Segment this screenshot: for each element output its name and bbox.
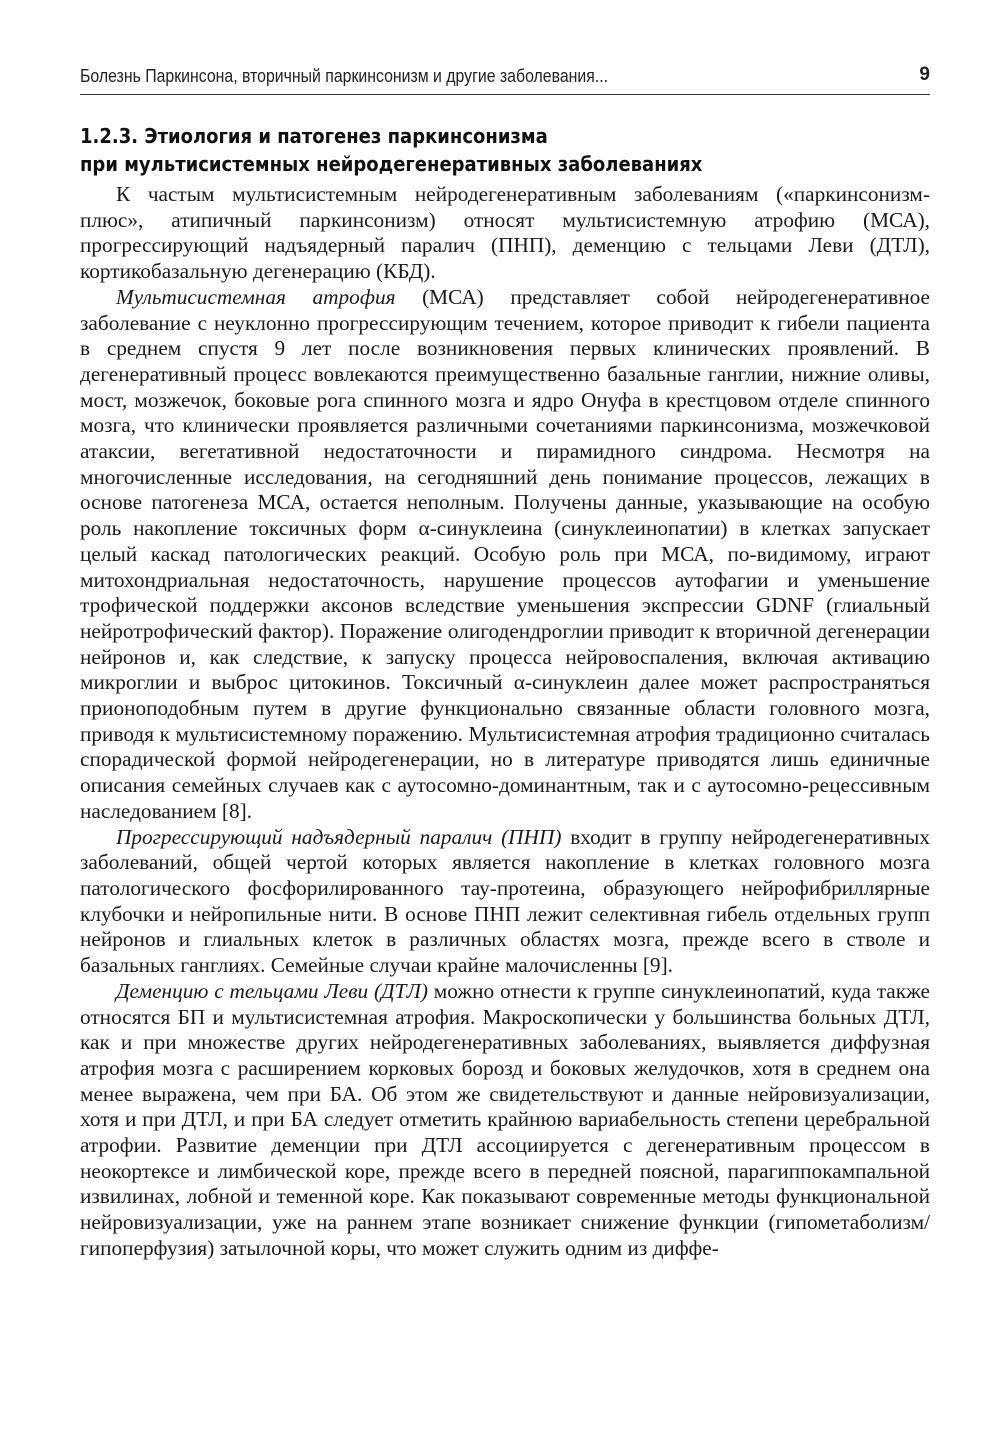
- paragraph-4: [80, 979, 930, 1262]
- paragraph-2-term: Мультисистемная атрофия: [116, 284, 396, 309]
- paragraph-1-text: К частым мультисистемным нейродегенеративным заболеваниям («паркинсонизм-плюс», атипичный паркинсонизм) относят мультисистемную атрофию (МСА), прогрессирующий надъядерный паралич (ПНП), деменцию с тельцами Леви (ДТЛ), кортикобазальную дегенерацию (КБД).: [80, 182, 930, 284]
- paragraph-3-text: входит в группу нейродегенеративных заболеваний, общей чертой которых является накопление в клетках головного мозга патологического фосфорилированного тау-протеина, образующего нейрофибриллярные клубочки и нейропильные нити. В основе ПНП лежит селективная гибель отдельных групп нейронов и глиальных клеток в различных областях мозга, прежде всего в стволе и базальных ганглиях. Семейные случаи крайне малочисленны [9].: [80, 824, 930, 978]
- paragraph-2-text: (МСА) представляет собой нейродегенеративное заболевание с неуклонно прогрессирующим течением, которое приводит к гибели пациента в среднем спустя 9 лет после возникновения первых клинических проявлений. В дегенеративный процесс вовлекаются преимущественно базальные ганглии, нижние оливы, мост, мозжечок, боковые рога спинного мозга и ядро Онуфа в крестцовом отделе спинного мозга, что клинически проявляется различными сочетаниями паркинсонизма, мозжечковой атаксии, вегетативной недостаточности и пирамидного синдрома. Несмотря на многочисленные исследования, на сегодняшний день понимание процессов, лежащих в основе патогенеза МСА, остается неполным. Получены данные, указывающие на особую роль накопление токсичных форм α-синуклеина (синуклеинопатии) в клетках запускает целый каскад патологических реакций. Особую роль при МСА, по-видимому, играют митохондриальная недостаточность, нарушение процессов аутофагии и уменьшение трофической поддержки аксонов вследствие уменьшения экспрессии GDNF (глиальный нейротрофический фактор). Поражение олигодендроглии приводит к вторичной дегенерации нейронов и, как следствие, к запуску процесса нейровоспаления, включая активацию микроглии и выброс цитокинов. Токсичный α-синуклеин далее может распространяться прионоподобным путем в другие функционально связанные области головного мозга, приводя к мультисистемному поражению. Мультисистемная атрофия традиционно считалась спорадической формой нейродегенерации, но в литературе приводятся лишь единичные описания семейных случаев как с аутосомно-доминантным, так и с аутосомно-рецессивным наследованием [8].: [80, 284, 930, 823]
- paragraph-3-term: Прогрессирующий надъядерный паралич (ПНП): [116, 824, 562, 849]
- paragraph-4-text: можно отнести к группе синуклеинопатий, куда также относятся БП и мультисистемная атрофия. Макроскопически у большинства больных ДТЛ, как и при множестве других нейродегенеративных заболеваниях, выявляется диффузная атрофия мозга с расширением корковых борозд и боковых желудочков, хотя в среднем она менее выражена, чем при БА. Об этом же свидетельствуют и данные нейровизуализации, хотя и при ДТЛ, и при БА следует отметить крайнюю вариабельность степени церебральной атрофии. Развитие деменции при ДТЛ ассоциируется с дегенеративным процессом в неокортексе и лимбической коре, прежде всего в передней поясной, парагиппокампальной извилинах, лобной и теменной коре. Как показывают современные методы функциональной нейровизуализации, уже на раннем этапе возникает снижение функции (гипометаболизм/гипоперфузия) затылочной коры, что может служить одним из диффе-: [80, 978, 930, 1260]
- paragraph-4-term: Деменцию с тельцами Леви (ДТЛ): [116, 978, 428, 1003]
- section-heading-line-2: при мультисистемных нейродегенеративных заболеваниях: [80, 152, 703, 176]
- paragraph-3: [80, 825, 930, 979]
- paragraph-2: [80, 285, 930, 825]
- running-header: [80, 64, 930, 95]
- paragraph-1: [80, 182, 930, 285]
- page-number: 9: [919, 64, 930, 85]
- body-text: [80, 182, 930, 1262]
- section-heading: [80, 122, 930, 178]
- running-title: Болезнь Паркинсона, вторичный паркинсонизм и другие заболевания...: [80, 66, 609, 86]
- section-heading-line-1: 1.2.3. Этиология и патогенез паркинсонизма: [80, 124, 548, 148]
